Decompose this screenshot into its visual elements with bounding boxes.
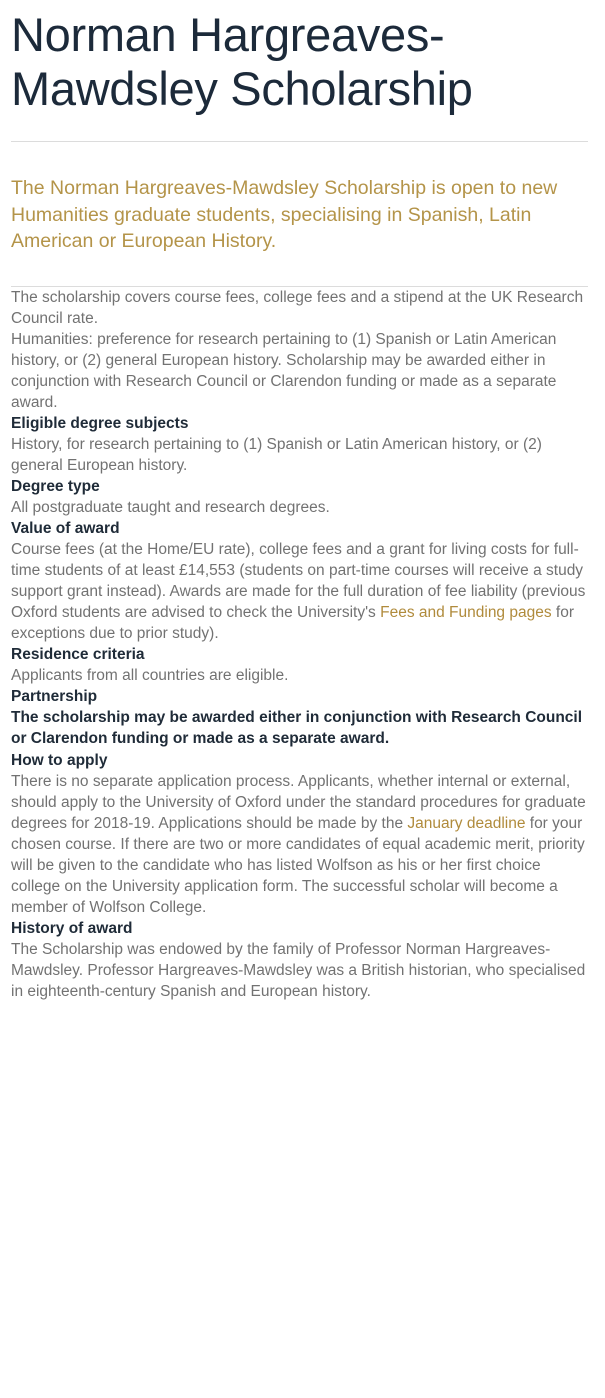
apply-text-part-1: There is no separate application process. Applicants, whether internal or external, should apply to the University of Oxford under the standard procedures for graduate degrees for 2018-19. Applications should be made by the xyxy=(11,772,586,832)
page-title-line-1: Norman Hargreaves- xyxy=(11,8,445,61)
eligible-subjects-heading: Eligible degree subjects xyxy=(11,414,189,432)
intro-paragraph-coverage: The scholarship covers course fees, college fees and a stipend at the UK Research Council rate. xyxy=(11,288,584,327)
apply-text-part-2: for your chosen course. If there are two or more candidates of equal academic merit, priority will be given to the candidate who has listed Wolfson as his or her first choice college on the University application form. The successful scholar will become a member of Wolfson College. xyxy=(11,814,585,916)
partnership-text: The scholarship may be awarded either in conjunction with Research Council or Clarendon funding or made as a separate award. xyxy=(11,708,583,747)
value-text-part-2: for exceptions due to prior study). xyxy=(11,603,574,642)
value-text-part-1: Course fees (at the Home/EU rate), college fees and a grant for living costs for full-time students of at least £14,553 (students on part-time courses will receive a study support grant instead). Awards are made for the full duration of fee liability (previous Oxford students are advised to check the University's xyxy=(11,540,586,621)
how-to-apply-text xyxy=(11,771,588,918)
lead-paragraph: The Norman Hargreaves-Mawdsley Scholarship is open to new Humanities graduate students, specialising in Spanish, Latin American or European History. xyxy=(11,177,558,252)
history-of-award-heading: History of award xyxy=(11,919,133,937)
value-of-award-text xyxy=(11,539,588,644)
page-title-line-2: Mawdsley Scholarship xyxy=(11,62,473,115)
january-deadline-link[interactable]: January deadline xyxy=(407,814,526,832)
history-of-award-text: The Scholarship was endowed by the family of Professor Norman Hargreaves-Mawdsley. Professor Hargreaves-Mawdsley was a British historian, who specialised in eighteenth-century Spanish and European history. xyxy=(11,940,586,1000)
degree-type-heading: Degree type xyxy=(11,477,100,495)
intro-paragraph-preference: Humanities: preference for research pertaining to (1) Spanish or Latin American history, or (2) general European history. Scholarship may be awarded either in conjunction with Research Council or Clarendon funding or made as a separate award. xyxy=(11,330,557,411)
residence-criteria-heading: Residence criteria xyxy=(11,645,145,663)
partnership-heading: Partnership xyxy=(11,687,98,705)
page-title xyxy=(11,0,588,116)
eligible-subjects-text: History, for research pertaining to (1) Spanish or Latin American history, or (2) general European history. xyxy=(11,435,542,474)
residence-criteria-text: Applicants from all countries are eligible. xyxy=(11,666,289,684)
fees-and-funding-link[interactable]: Fees and Funding pages xyxy=(380,603,552,621)
how-to-apply-heading: How to apply xyxy=(11,751,108,769)
value-of-award-heading: Value of award xyxy=(11,519,120,537)
divider-top xyxy=(11,141,588,142)
degree-type-text: All postgraduate taught and research degrees. xyxy=(11,498,330,516)
